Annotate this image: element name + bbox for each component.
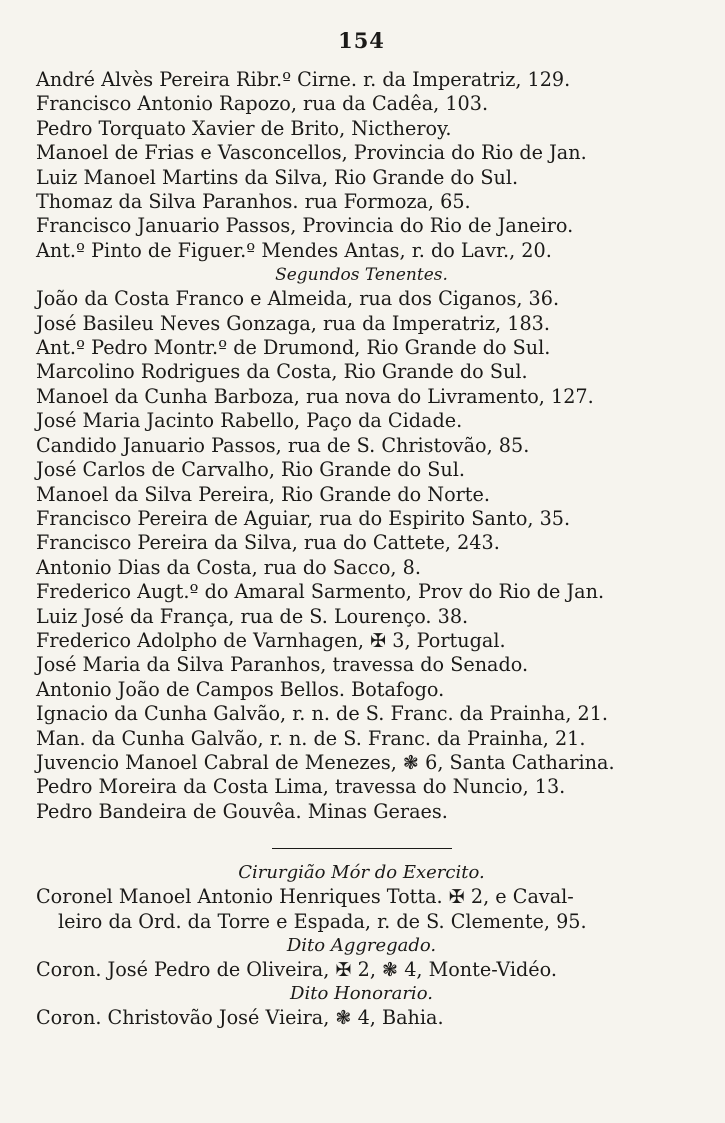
list-item: Luiz Manoel Martins da Silva, Rio Grande do Sul.: [36, 165, 519, 189]
list-item: Marcolino Rodrigues da Costa, Rio Grande do Sul.: [36, 360, 528, 384]
section-heading: Dito Honorario.: [290, 983, 433, 1005]
list-item: Juvencio Manoel Cabral de Menezes, ❃ 6, Santa Catharina.: [36, 750, 615, 774]
section-subheading: Segundos Tenentes.: [275, 265, 448, 286]
list-item: José Carlos de Carvalho, Rio Grande do Sul.: [36, 458, 465, 482]
list-item: Francisco Pereira de Aguiar, rua do Espirito Santo, 35.: [36, 506, 571, 530]
entry-line: Coron. José Pedro de Oliveira, ✠ 2, ❃ 4, Monte-Vidéo.: [36, 958, 557, 981]
list-item: Frederico Adolpho de Varnhagen, ✠ 3, Portugal.: [36, 628, 506, 652]
officer-list-b: [36, 287, 687, 824]
list-item: José Maria Jacinto Rabello, Paço da Cidade.: [36, 409, 463, 433]
list-item: Manoel da Cunha Barboza, rua nova do Livramento, 127.: [36, 384, 594, 408]
list-item: Pedro Bandeira de Gouvêa. Minas Geraes.: [36, 799, 448, 823]
list-item: Francisco Antonio Rapozo, rua da Cadêa, 103.: [36, 92, 489, 116]
list-item: Thomaz da Silva Paranhos. rua Formoza, 65.: [36, 190, 471, 214]
list-item: Ant.º Pedro Montr.º de Drumond, Rio Grande do Sul.: [36, 336, 551, 360]
officer-list-a: [36, 68, 687, 263]
list-item: Man. da Cunha Galvão, r. n. de S. Franc. da Prainha, 21.: [36, 726, 586, 750]
entry-line-continued: leiro da Ord. da Torre e Espada, r. de S. Clemente, 95.: [58, 909, 587, 933]
list-item: Frederico Augt.º do Amaral Sarmento, Prov do Rio de Jan.: [36, 580, 605, 604]
divider: [272, 848, 452, 849]
list-item: Antonio João de Campos Bellos. Botafogo.: [36, 677, 445, 701]
section-heading: Cirurgião Mór do Exercito.: [238, 862, 485, 884]
list-item: João da Costa Franco e Almeida, rua dos Ciganos, 36.: [36, 287, 560, 311]
list-item: José Maria da Silva Paranhos, travessa do Senado.: [36, 653, 529, 677]
section-heading: Dito Aggregado.: [286, 935, 437, 956]
entry: [36, 958, 687, 982]
list-item: Pedro Torquato Xavier de Brito, Nictheroy.: [36, 116, 452, 140]
list-item: Manoel de Frias e Vasconcellos, Provincia do Rio de Jan.: [36, 141, 587, 165]
list-item: Ant.º Pinto de Figuer.º Mendes Antas, r. do Lavr., 20.: [36, 238, 552, 262]
entry: [36, 1006, 687, 1030]
list-item: Ignacio da Cunha Galvão, r. n. de S. Franc. da Prainha, 21.: [36, 702, 609, 726]
list-item: Pedro Moreira da Costa Lima, travessa do Nuncio, 13.: [36, 775, 566, 799]
list-item: José Basileu Neves Gonzaga, rua da Imperatriz, 183.: [36, 311, 550, 335]
page-number: 154: [338, 28, 385, 53]
list-item: Luiz José da França, rua de S. Lourenço. 38.: [36, 604, 469, 628]
list-item: Francisco Pereira da Silva, rua do Cattete, 243.: [36, 531, 500, 555]
list-item: Candido Januario Passos, rua de S. Christovão, 85.: [36, 433, 530, 457]
list-item: Antonio Dias da Costa, rua do Sacco, 8.: [36, 555, 421, 579]
entry: [36, 885, 687, 934]
list-item: Manoel da Silva Pereira, Rio Grande do Norte.: [36, 482, 490, 506]
entry-line: Coron. Christovão José Vieira, ❃ 4, Bahia.: [36, 1006, 444, 1030]
list-item: Francisco Januario Passos, Provincia do Rio de Janeiro.: [36, 214, 574, 238]
list-item: André Alvès Pereira Ribr.º Cirne. r. da Imperatriz, 129.: [36, 68, 571, 91]
entry-line: Coronel Manoel Antonio Henriques Totta. ✠ 2, e Caval-: [36, 885, 574, 909]
